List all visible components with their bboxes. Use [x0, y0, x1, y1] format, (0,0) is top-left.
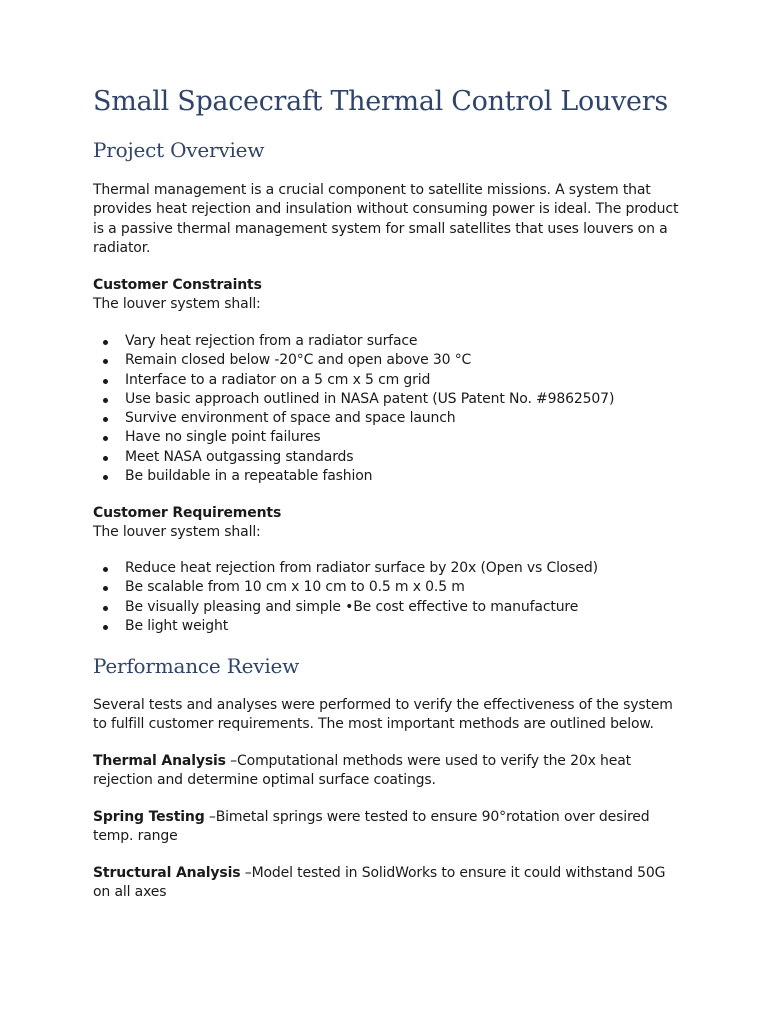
performance-review-intro: Several tests and analyses were performed to verify the effectiveness of the system to fulfill customer requirements. The most important methods are outlined below.	[93, 697, 673, 733]
customer-requirements-list	[93, 559, 683, 636]
performance-review-heading: Performance Review	[93, 654, 300, 678]
list-item: Meet NASA outgassing standards	[93, 448, 683, 467]
method-text: –Computational methods were used to verify the 20x heat rejection and determine optimal surface coatings.	[93, 753, 631, 789]
bullet-icon	[103, 359, 108, 364]
bullet-icon	[103, 606, 108, 611]
list-item: Have no single point failures	[93, 428, 683, 447]
bullet-icon	[103, 586, 108, 591]
method-thermal-analysis	[93, 752, 683, 791]
list-item: Vary heat rejection from a radiator surface	[93, 332, 683, 351]
bullet-icon	[103, 567, 108, 572]
list-item: Reduce heat rejection from radiator surface by 20x (Open vs Closed)	[93, 559, 683, 578]
list-item: Survive environment of space and space launch	[93, 409, 683, 428]
project-overview-heading: Project Overview	[93, 138, 265, 162]
bullet-icon	[103, 436, 108, 441]
method-structural-analysis	[93, 864, 683, 903]
list-item: Be buildable in a repeatable fashion	[93, 467, 683, 486]
customer-constraints-label: Customer Constraints	[93, 277, 262, 293]
project-overview-intro: Thermal management is a crucial component to satellite missions. A system that provides heat rejection and insulation without consuming power is ideal. The product is a passive thermal management system for small satellites that uses louvers on a radiator.	[93, 182, 679, 257]
bullet-icon	[103, 475, 108, 480]
bullet-icon	[103, 340, 108, 345]
bullet-icon	[103, 379, 108, 384]
list-item: Be scalable from 10 cm x 10 cm to 0.5 m x 0.5 m	[93, 578, 683, 597]
customer-requirements-label: Customer Requirements	[93, 505, 282, 521]
list-item: Be visually pleasing and simple •Be cost effective to manufacture	[93, 598, 683, 617]
bullet-icon	[103, 625, 108, 630]
bullet-icon	[103, 417, 108, 422]
method-label: Thermal Analysis	[93, 753, 226, 769]
method-label: Spring Testing	[93, 809, 205, 825]
list-item: Interface to a radiator on a 5 cm x 5 cm grid	[93, 371, 683, 390]
document-title: Small Spacecraft Thermal Control Louvers	[93, 86, 668, 117]
method-label: Structural Analysis	[93, 865, 241, 881]
list-item: Use basic approach outlined in NASA patent (US Patent No. #9862507)	[93, 390, 683, 409]
method-text: –Bimetal springs were tested to ensure 90°rotation over desired temp. range	[93, 809, 650, 845]
list-item: Remain closed below -20°C and open above 30 °C	[93, 351, 683, 370]
customer-constraints-block	[93, 276, 683, 315]
customer-constraints-list	[93, 332, 683, 486]
bullet-icon	[103, 398, 108, 403]
customer-requirements-lead: The louver system shall:	[93, 524, 261, 541]
customer-requirements-block	[93, 504, 683, 543]
list-item: Be light weight	[93, 617, 683, 636]
method-spring-testing	[93, 808, 683, 847]
customer-constraints-lead: The louver system shall:	[93, 296, 261, 313]
method-text: –Model tested in SolidWorks to ensure it could withstand 50G on all axes	[93, 865, 666, 901]
bullet-icon	[103, 456, 108, 461]
